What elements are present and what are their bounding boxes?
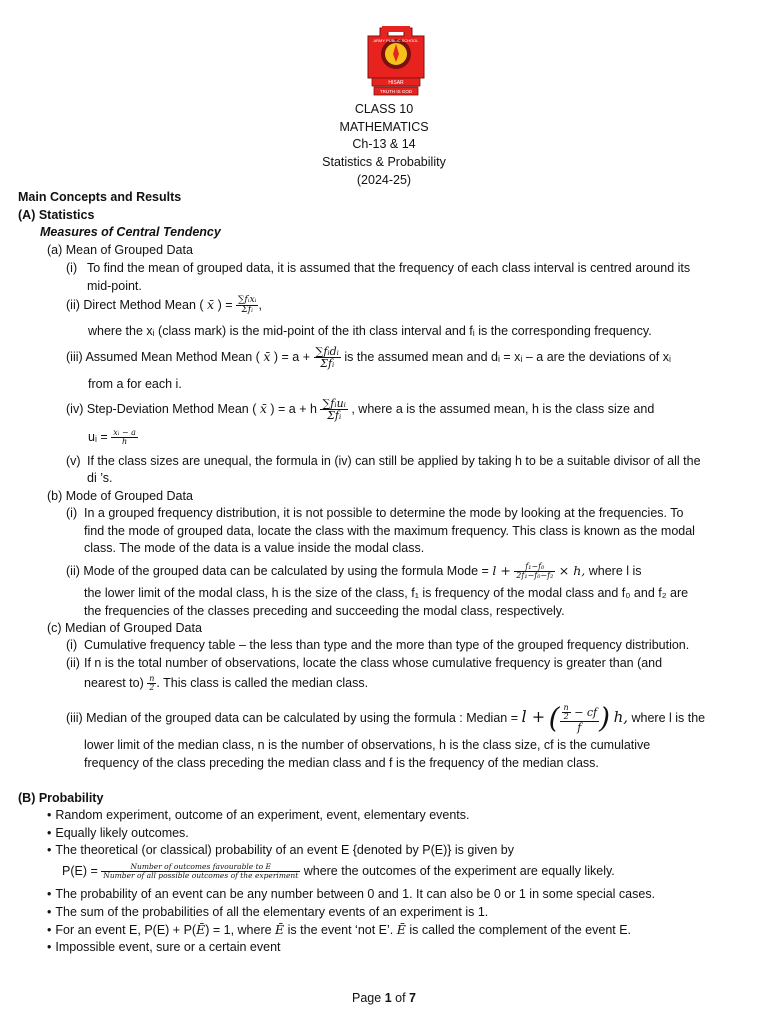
mean-i-num: (i) — [66, 261, 78, 275]
mode-fraction — [514, 563, 555, 581]
mean-iii-rest: is the assumed mean and dᵢ = xᵢ – a are the deviations of xᵢ — [344, 350, 671, 364]
page-total: 7 — [409, 991, 416, 1005]
pe-formula — [62, 858, 615, 884]
inner-n: n — [563, 702, 569, 712]
direct-mean-den: Σfᵢ — [241, 305, 253, 316]
page-number: 1 — [384, 991, 392, 1005]
mean-i-line1: To find the mean of grouped data, it is assumed that the frequency of each class interval is centred around its — [87, 261, 691, 275]
prob-b7-text: Impossible event, sure or a certain event — [55, 940, 281, 954]
mode-i-line1: In a grouped frequency distribution, it is not possible to determine the mode by looking at the frequencies. To — [84, 506, 684, 520]
subject-title: MATHEMATICS — [339, 120, 429, 134]
bullet-mark: • — [47, 940, 52, 954]
n-over-2-den: 2 — [149, 683, 155, 693]
pe-den: Number of all possible outcomes of the experiment — [103, 871, 299, 881]
assumed-mean-fraction — [314, 346, 341, 370]
median-ii-line1: If n is the total number of observations, locate the class whose cumulative frequency is greater than (and — [84, 656, 663, 670]
mean-iii-formula — [66, 342, 671, 372]
xbar-symbol-iii: x̄ — [263, 349, 271, 364]
prob-b6a: For an event E, P(E) + P( — [55, 923, 197, 937]
mode-ii-rest: where l is — [588, 564, 642, 578]
prob-bullet-5 — [47, 905, 488, 919]
pe-num: Number of outcomes favourable to E — [101, 863, 300, 872]
mean-heading-text: (a) Mean of Grouped Data — [47, 243, 193, 257]
bullet-mark: • — [47, 905, 52, 919]
topic-title: Statistics & Probability — [322, 155, 446, 169]
logo-text-top: ARMY PUBLIC SCHOOL — [373, 38, 419, 43]
pe-fraction — [101, 863, 300, 880]
bullet-mark: • — [47, 826, 52, 840]
median-iii-line3: frequency of the class preceding the median class and f is the frequency of the median class. — [84, 756, 599, 770]
mean-v-line2: di ’s. — [87, 471, 113, 485]
median-l: l + — [521, 707, 546, 726]
mean-iii-line2: from a for each i. — [88, 377, 182, 391]
mode-ii-line3: the frequencies of the classes preceding and succeeding the modal class, respectively. — [84, 604, 565, 618]
median-ii-num: (ii) — [66, 656, 80, 670]
class-title: CLASS 10 — [354, 102, 414, 116]
prob-b1-text: Random experiment, outcome of an experiment, event, elementary events. — [55, 808, 470, 822]
mean-iv-u — [88, 426, 138, 448]
prob-b6b: ) = 1, where — [205, 923, 272, 937]
median-i-num: (i) — [66, 638, 78, 652]
mode-h: × h, — [558, 563, 586, 578]
mean-iv-text: (iv) Step-Deviation Method Mean ( — [66, 402, 257, 416]
step-deviation-den: Σfᵢ — [327, 409, 342, 423]
mode-frac-num: f₁−f₀ — [514, 563, 555, 572]
bullet-mark: • — [47, 843, 52, 857]
median-iii-line2: lower limit of the median class, n is the number of observations, h is the class size, cf is the cumulative — [84, 738, 651, 752]
mean-iii-eq: ) = a + — [273, 350, 311, 364]
chapters-title: Ch-13 & 14 — [352, 137, 416, 151]
mode-i-line2: find the mode of grouped data, locate the class with the maximum frequency. This class is known as the modal — [84, 524, 695, 538]
pe-label: P(E) = — [62, 864, 98, 878]
ebar-1: Ē — [196, 922, 206, 937]
median-heading-text: (c) Median of Grouped Data — [47, 621, 202, 635]
median-iii-formula — [66, 697, 705, 738]
n-over-2-num: n — [149, 673, 155, 683]
central-tendency-subheading: Measures of Central Tendency — [40, 225, 221, 239]
paren-open: ( — [548, 701, 560, 735]
page-of: of — [395, 991, 406, 1005]
inner-2: 2 — [563, 711, 569, 721]
logo-text-motto: TRUTH IS GOD — [379, 89, 413, 94]
bullet-mark: • — [47, 923, 52, 937]
page-prefix: Page — [352, 991, 382, 1005]
direct-mean-fraction — [236, 296, 258, 316]
prob-b6d: is called the complement of the event E. — [409, 923, 632, 937]
mean-iii-text: (iii) Assumed Mean Method Mean ( — [66, 350, 260, 364]
mode-i-num: (i) — [66, 506, 78, 520]
step-deviation-num: ∑fᵢuᵢ — [322, 396, 346, 410]
prob-b5-text: The sum of the probabilities of all the elementary events of an experiment is 1. — [55, 905, 489, 919]
prob-bullet-7 — [47, 940, 281, 954]
mode-ii-num: (ii) — [66, 564, 80, 578]
session-title: (2024-25) — [356, 173, 412, 187]
mean-ii-eq: ) = — [217, 298, 233, 312]
assumed-mean-den: Σfᵢ — [320, 357, 335, 371]
prob-b4-text: The probability of an event can be any number between 0 and 1. It can also be 0 or 1 in some special cases. — [55, 887, 656, 901]
median-iii-rest: where l is the — [631, 711, 706, 725]
prob-b2-text: Equally likely outcomes. — [55, 826, 189, 840]
inner-n2-fraction — [562, 704, 571, 722]
mode-ii-text: Mode of the grouped data can be calculated by using the formula Mode = — [83, 564, 489, 578]
bullet-mark: • — [47, 808, 52, 822]
xbar-symbol-iv: x̄ — [259, 401, 267, 416]
prob-bullet-1 — [47, 808, 470, 822]
prob-b6c: is the event ‘not E’. — [287, 923, 394, 937]
school-logo — [362, 22, 430, 100]
mean-iv-u-label: uᵢ = — [88, 430, 108, 444]
median-heading — [47, 621, 202, 635]
mean-ii-comma: , — [258, 298, 262, 312]
mode-ii-line2: the lower limit of the modal class, h is the size of the class, f₁ is frequency of the modal class and f₀ and f₂ are — [84, 586, 689, 600]
probability-heading: (B) Probability — [18, 791, 104, 805]
median-minus-cf: − cf — [574, 705, 598, 719]
median-frac-den: f — [577, 721, 582, 735]
mean-i-line2: mid-point. — [87, 279, 142, 293]
mean-v-line1: If the class sizes are unequal, the formula in (iv) can still be applied by taking h to be a suitable divisor of all the — [87, 454, 701, 468]
mode-ii-formula — [66, 557, 642, 585]
page-footer — [0, 991, 768, 1005]
median-frac-num — [560, 704, 600, 723]
bullet-mark: • — [47, 887, 52, 901]
mean-iv-rest: , where a is the assumed mean, h is the class size and — [351, 402, 655, 416]
paren-close: ) — [599, 701, 611, 735]
step-deviation-fraction — [320, 398, 347, 422]
mean-ii-formula — [66, 294, 262, 316]
median-i-line1: Cumulative frequency table – the less than type and the more than type of the grouped frequency distribution. — [84, 638, 690, 652]
u-fraction — [111, 429, 138, 447]
mean-ii-text: (ii) Direct Method Mean ( — [66, 298, 204, 312]
prob-bullet-4 — [47, 887, 655, 901]
statistics-heading: (A) Statistics — [18, 208, 95, 222]
mean-heading — [47, 243, 193, 257]
median-fraction — [560, 704, 600, 734]
logo-text-mid: HISAR — [388, 80, 404, 86]
mode-heading-text: (b) Mode of Grouped Data — [47, 489, 193, 503]
median-h: h, — [613, 708, 628, 726]
mode-heading — [47, 489, 193, 503]
u-num: xᵢ − a — [113, 427, 136, 437]
pe-rest: where the outcomes of the experiment are equally likely. — [303, 864, 615, 878]
mean-iv-formula — [66, 394, 654, 424]
mode-l: l + — [492, 563, 511, 578]
xbar-symbol: x̄ — [207, 297, 215, 312]
median-ii-line2a: nearest to) — [84, 676, 144, 690]
mode-i-line3: class. The mode of the data is a value inside the modal class. — [84, 541, 425, 555]
mode-frac-den: 2f₁−f₀−f₂ — [516, 571, 554, 581]
ebar-2: Ē — [275, 922, 285, 937]
ebar-3: Ē — [396, 922, 406, 937]
median-iii-text: (iii) Median of the grouped data can be calculated by using the formula : Median = — [66, 711, 519, 725]
direct-mean-num: ∑fᵢxᵢ — [238, 294, 257, 305]
main-heading: Main Concepts and Results — [18, 190, 182, 204]
mean-iv-eq: ) = a + h — [270, 402, 317, 416]
prob-bullet-2 — [47, 826, 189, 840]
u-den: h — [121, 437, 128, 447]
mean-ii-where: where the xᵢ (class mark) is the mid-point of the ith class interval and fᵢ is the corresponding frequency. — [88, 324, 652, 338]
assumed-mean-num: ∑fᵢdᵢ — [315, 344, 339, 358]
median-ii-line2 — [84, 671, 368, 695]
median-ii-line2b: . This class is called the median class. — [156, 676, 369, 690]
prob-bullet-3 — [47, 843, 514, 857]
prob-bullet-6 — [47, 922, 631, 937]
mean-v-num: (v) — [66, 454, 81, 468]
prob-b3-text: The theoretical (or classical) probability of an event E {denoted by P(E)} is given by — [55, 843, 514, 857]
